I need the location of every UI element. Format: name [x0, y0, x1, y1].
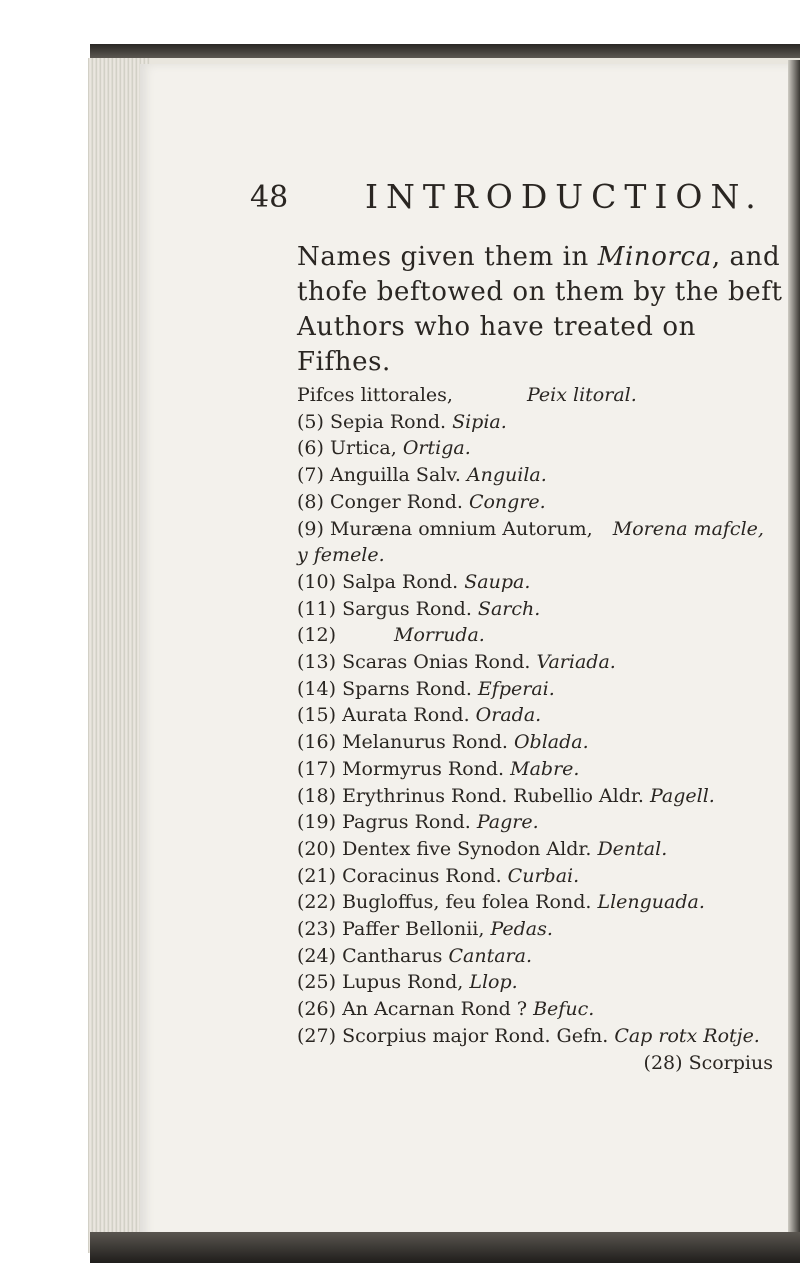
list-item	[297, 729, 777, 756]
entry-latin: Scorpius major Rond. Gefn.	[342, 1024, 609, 1047]
list-item	[297, 409, 777, 436]
entry-number: (7)	[297, 464, 324, 487]
entry-local: Befuc.	[533, 998, 595, 1021]
entry-latin: Salpa Rond.	[342, 570, 459, 593]
list-item	[297, 836, 777, 863]
list-item	[297, 516, 777, 543]
entry-local: Saupa.	[464, 570, 531, 593]
entry-number: (17)	[297, 757, 337, 780]
entry-local: Efperai.	[477, 677, 555, 700]
entry-latin: Urtica,	[329, 437, 397, 460]
entry-number: (12)	[297, 624, 337, 647]
entry-local: Variada.	[536, 651, 616, 674]
entry-local: Morruda.	[394, 624, 485, 647]
entry-local: Morena mafcle,	[612, 517, 764, 540]
list-item	[297, 809, 777, 836]
entry-local: Curbai.	[507, 864, 580, 887]
list-item	[297, 542, 777, 569]
entry-number: (9)	[297, 517, 324, 540]
book-bottom-edge	[90, 1232, 800, 1263]
entry-local: Mabre.	[510, 757, 580, 780]
entry-local: Llenguada.	[597, 891, 705, 914]
list-item	[297, 435, 777, 462]
list-item	[297, 489, 777, 516]
entry-number: (6)	[297, 437, 324, 460]
entry-local: Cap rotx Rotje.	[614, 1024, 760, 1047]
entry-latin: Sepia Rond.	[329, 410, 447, 433]
entry-local: Cantara.	[448, 944, 532, 967]
book-right-edge	[788, 60, 800, 1240]
entry-number: (15)	[297, 704, 337, 727]
entry-number: (20)	[297, 837, 337, 860]
list-item	[297, 622, 777, 649]
entry-latin: Sargus Rond.	[342, 597, 472, 620]
page-number: 48	[250, 180, 289, 215]
entry-latin: Anguilla Salv.	[329, 464, 461, 487]
list-item	[297, 969, 777, 996]
entry-number: (8)	[297, 490, 324, 513]
entry-local: y femele.	[297, 544, 385, 567]
entry-local: Pedas.	[490, 918, 553, 941]
entry-latin: Pifces littorales,	[297, 384, 453, 406]
entry-latin: An Acarnan Rond ?	[342, 998, 528, 1021]
list-item	[297, 863, 777, 890]
running-head: INTRODUCTION.	[365, 177, 764, 216]
entry-latin: Coracinus Rond.	[342, 864, 502, 887]
list-item	[297, 889, 777, 916]
entry-latin: Bugloffus, feu folea Rond.	[342, 891, 592, 914]
entry-latin: Muræna omnium Autorum,	[329, 517, 593, 540]
entry-latin: Aurata Rond.	[342, 704, 470, 727]
list-item	[297, 676, 777, 703]
entry-local: Pagre.	[476, 811, 539, 834]
entry-number: (16)	[297, 731, 337, 754]
fish-list	[297, 382, 777, 1076]
entry-number: (22)	[297, 891, 337, 914]
heading-italic: Minorca	[597, 242, 712, 272]
entry-latin: Erythrinus Rond. Rubellio Aldr.	[342, 784, 644, 807]
entry-number: (5)	[297, 410, 324, 433]
entry-latin: Cantharus	[342, 944, 443, 967]
entry-local: Dental.	[597, 837, 668, 860]
entry-number: (13)	[297, 651, 337, 674]
entry-number: (18)	[297, 784, 337, 807]
list-item	[297, 596, 777, 623]
entry-latin: Melanurus Rond.	[342, 731, 508, 754]
section-heading	[297, 240, 787, 380]
entry-number: (24)	[297, 944, 337, 967]
entry-number: (27)	[297, 1024, 337, 1047]
entry-number: (14)	[297, 677, 337, 700]
list-item	[297, 943, 777, 970]
entry-local: Oblada.	[513, 731, 589, 754]
list-item	[297, 756, 777, 783]
heading-post: , and thofe beftowed on them by the beft Authors who have treated on Fifhes.	[297, 242, 783, 377]
list-item	[297, 569, 777, 596]
list-item	[297, 1023, 777, 1050]
entry-local: Ortiga.	[402, 437, 471, 460]
entry-latin: Conger Rond.	[329, 490, 463, 513]
entry-number: (19)	[297, 811, 337, 834]
entry-local: Congre.	[468, 490, 546, 513]
entry-local: Llop.	[469, 971, 518, 994]
entry-local: Sarch.	[477, 597, 541, 620]
entry-latin: Dentex five Synodon Aldr.	[342, 837, 592, 860]
entry-number: (26)	[297, 998, 337, 1021]
entry-number: (25)	[297, 971, 337, 994]
heading-pre: Names given them in	[297, 242, 598, 272]
catchword: (28) Scorpius	[643, 1051, 773, 1074]
entry-latin: Paffer Bellonii,	[342, 918, 485, 941]
entry-number: (11)	[297, 597, 337, 620]
list-item	[297, 382, 777, 409]
list-item	[297, 783, 777, 810]
list-item	[297, 702, 777, 729]
entry-local: Pagell.	[649, 784, 715, 807]
entry-number: (23)	[297, 918, 337, 941]
entry-latin: Pagrus Rond.	[342, 811, 471, 834]
entry-latin: Lupus Rond,	[342, 971, 464, 994]
entry-local: Peix litoral.	[527, 384, 637, 406]
list-item	[297, 462, 777, 489]
list-item	[297, 996, 777, 1023]
list-item	[297, 916, 777, 943]
entry-number: (10)	[297, 570, 337, 593]
list-item	[297, 649, 777, 676]
entry-local: Orada.	[475, 704, 542, 727]
entry-latin: Sparns Rond.	[342, 677, 472, 700]
entry-latin: Scaras Onias Rond.	[342, 651, 531, 674]
entry-number: (21)	[297, 864, 337, 887]
entry-local: Anguila.	[466, 464, 547, 487]
entry-latin: Mormyrus Rond.	[342, 757, 505, 780]
entry-local: Sipia.	[452, 410, 507, 433]
